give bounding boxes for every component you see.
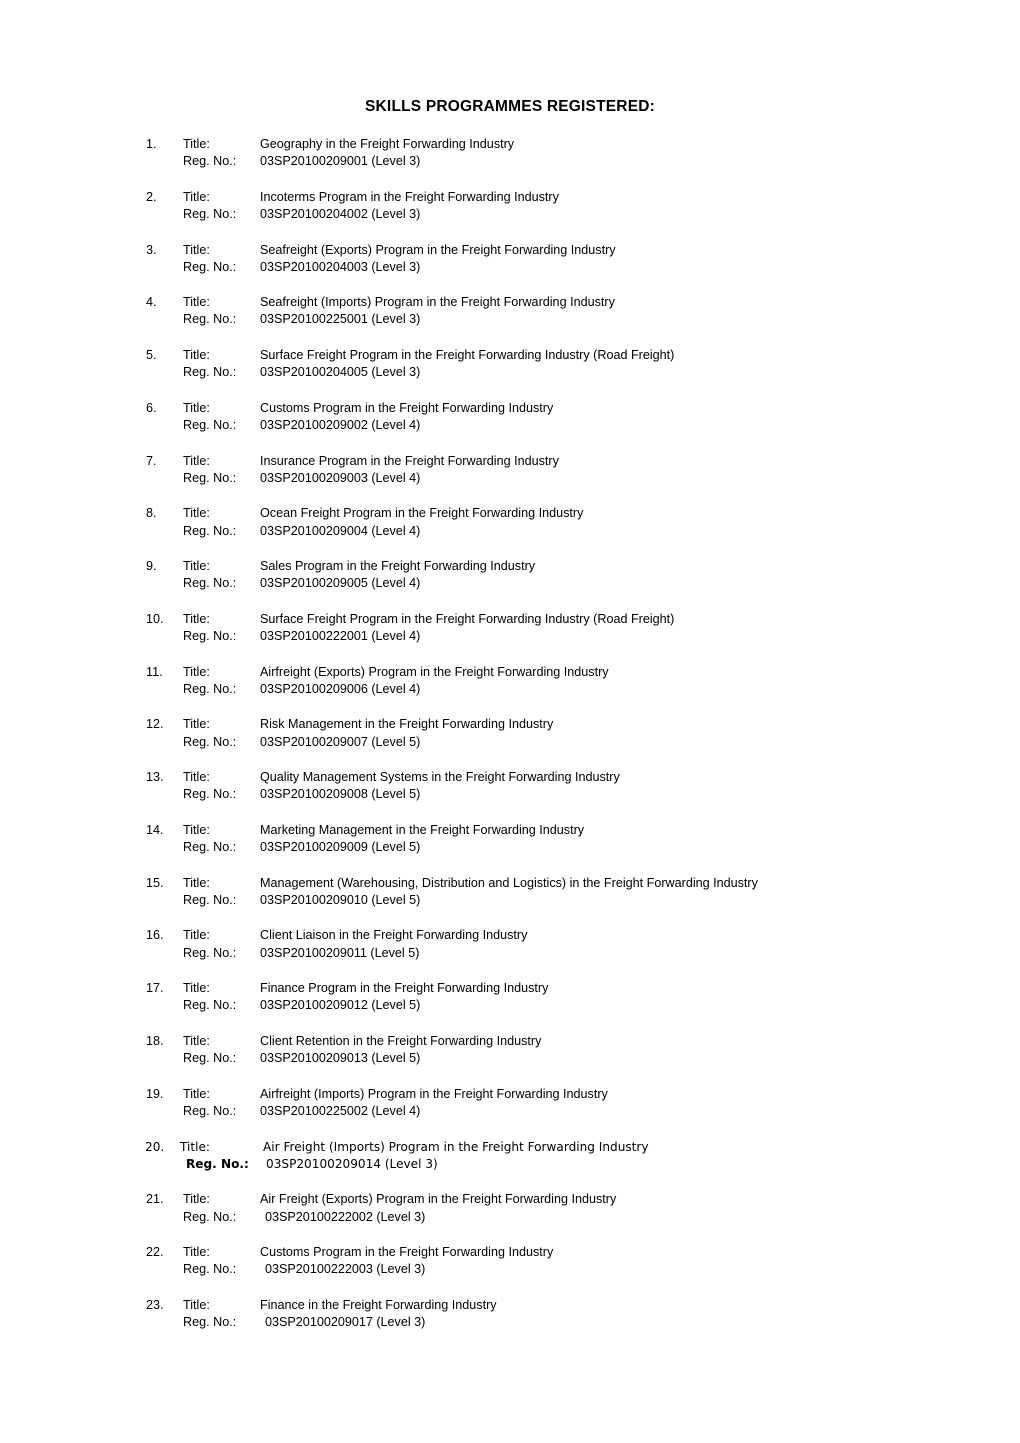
reg-no-label: Reg. No.: [183, 892, 237, 907]
reg-no-label: Reg. No.: [183, 1315, 237, 1330]
title-label: Title: [183, 189, 210, 204]
programme-entry [0, 611, 1020, 645]
programme-reg-row [0, 575, 1020, 592]
programme-reg-row [0, 628, 1020, 645]
programme-title: Customs Program in the Freight Forwarding Industry [260, 1245, 554, 1260]
title-label: Title: [183, 611, 210, 626]
title-label: Title: [183, 717, 210, 732]
programme-reg-row [0, 417, 1020, 434]
programme-title: Airfreight (Imports) Program in the Freight Forwarding Industry [260, 1086, 608, 1101]
programme-reg-no: 03SP20100209011 (Level 5) [260, 945, 420, 960]
programme-title: Surface Freight Program in the Freight Forwarding Industry (Road Freight) [260, 611, 675, 626]
entry-number: 20. [145, 1139, 165, 1154]
entry-number: 18. [146, 1034, 164, 1049]
entry-number: 9. [146, 559, 157, 574]
reg-no-label: Reg. No.: [183, 470, 237, 485]
programme-entry [0, 664, 1020, 698]
title-label: Title: [180, 1139, 210, 1154]
programme-reg-row [0, 945, 1020, 962]
programme-entry [0, 294, 1020, 328]
programme-reg-row [0, 786, 1020, 803]
entry-number: 11. [146, 664, 163, 679]
programme-title-row [0, 136, 1020, 153]
programme-title-row [0, 558, 1020, 575]
entry-number: 12. [146, 717, 164, 732]
programme-reg-no: 03SP20100209003 (Level 4) [260, 470, 421, 485]
reg-no-label: Reg. No.: [183, 1209, 237, 1224]
programme-entry [0, 1191, 1020, 1225]
programme-reg-row [0, 259, 1020, 276]
programme-reg-row [0, 1156, 1020, 1173]
programme-reg-no: 03SP20100225002 (Level 4) [260, 1103, 421, 1118]
programme-entry [0, 875, 1020, 909]
entry-number: 7. [146, 453, 157, 468]
programme-title: Air Freight (Exports) Program in the Freight Forwarding Industry [260, 1192, 617, 1207]
programme-title-row [0, 294, 1020, 311]
title-label: Title: [183, 1245, 210, 1260]
programme-reg-no: 03SP20100209005 (Level 4) [260, 576, 421, 591]
programme-title-row [0, 664, 1020, 681]
programme-title: Air Freight (Imports) Program in the Freight Forwarding Industry [263, 1139, 649, 1154]
programme-reg-no: 03SP20100209002 (Level 4) [260, 418, 421, 433]
programme-title-row [0, 1033, 1020, 1050]
entry-number: 15. [146, 875, 164, 890]
title-label: Title: [183, 822, 210, 837]
programme-title: Seafreight (Exports) Program in the Freight Forwarding Industry [260, 242, 616, 257]
programme-reg-no: 03SP20100204005 (Level 3) [260, 365, 421, 380]
programme-reg-no: 03SP20100222003 (Level 3) [265, 1262, 426, 1277]
programme-title-row [0, 347, 1020, 364]
programme-title-row [0, 242, 1020, 259]
entry-number: 17. [146, 981, 164, 996]
title-label: Title: [183, 400, 210, 415]
programme-title-row [0, 716, 1020, 733]
programme-title-row [0, 1297, 1020, 1314]
programme-entry [0, 1297, 1020, 1331]
entry-number: 6. [146, 400, 157, 415]
programme-reg-row [0, 839, 1020, 856]
programme-title: Incoterms Program in the Freight Forwarding Industry [260, 189, 559, 204]
programme-title: Finance Program in the Freight Forwarding Industry [260, 981, 549, 996]
programme-title-row [0, 875, 1020, 892]
title-label: Title: [183, 295, 210, 310]
programme-entry [0, 769, 1020, 803]
title-label: Title: [183, 137, 210, 151]
entry-number: 5. [146, 348, 157, 363]
reg-no-label: Reg. No.: [183, 945, 237, 960]
entry-number: 21. [146, 1192, 164, 1207]
programme-reg-no: 03SP20100209008 (Level 5) [260, 787, 421, 802]
reg-no-label: Reg. No.: [183, 1051, 237, 1066]
title-label: Title: [183, 506, 210, 521]
programme-reg-no: 03SP20100209014 (Level 3) [266, 1156, 438, 1171]
programme-title-row [0, 1191, 1020, 1208]
programme-entry [0, 505, 1020, 539]
programme-title-row [0, 1086, 1020, 1103]
programme-reg-row [0, 153, 1020, 170]
programme-reg-row [0, 892, 1020, 909]
title-label: Title: [183, 559, 210, 574]
programme-reg-row [0, 206, 1020, 223]
programme-reg-no: 03SP20100209013 (Level 5) [260, 1051, 421, 1066]
reg-no-label: Reg. No.: [186, 1156, 249, 1171]
title-label: Title: [183, 1192, 210, 1207]
programme-reg-no: 03SP20100209010 (Level 5) [260, 892, 421, 907]
programme-entry [0, 347, 1020, 381]
programme-title: Airfreight (Exports) Program in the Freight Forwarding Industry [260, 664, 609, 679]
programme-reg-row [0, 1314, 1020, 1331]
programme-title: Surface Freight Program in the Freight Forwarding Industry (Road Freight) [260, 348, 675, 363]
programme-reg-no: 03SP20100204002 (Level 3) [260, 206, 421, 221]
programme-entry [0, 189, 1020, 223]
reg-no-label: Reg. No.: [183, 523, 237, 538]
entry-number: 4. [146, 295, 157, 310]
reg-no-label: Reg. No.: [183, 840, 237, 855]
programme-entry [0, 558, 1020, 592]
programme-title: Client Liaison in the Freight Forwarding Industry [260, 928, 528, 943]
entry-number: 16. [146, 928, 164, 943]
entry-number: 14. [146, 822, 164, 837]
programme-entry [0, 136, 1020, 170]
programme-title: Management (Warehousing, Distribution and Logistics) in the Freight Forwarding Industry [260, 875, 758, 890]
entry-number: 8. [146, 506, 157, 521]
reg-no-label: Reg. No.: [183, 998, 237, 1013]
title-label: Title: [183, 453, 210, 468]
entry-number: 19. [146, 1086, 164, 1101]
programme-reg-no: 03SP20100225001 (Level 3) [260, 312, 421, 327]
reg-no-label: Reg. No.: [183, 629, 237, 644]
programme-entry [0, 1033, 1020, 1067]
programme-reg-no: 03SP20100204003 (Level 3) [260, 259, 421, 274]
entry-number: 10. [146, 611, 164, 626]
programme-title-row [0, 1244, 1020, 1261]
programme-reg-row [0, 523, 1020, 540]
programme-reg-no: 03SP20100209017 (Level 3) [265, 1315, 426, 1330]
entry-number: 2. [146, 189, 157, 204]
reg-no-label: Reg. No.: [183, 787, 237, 802]
programme-title: Customs Program in the Freight Forwarding Industry [260, 400, 554, 415]
programme-reg-no: 03SP20100222002 (Level 3) [265, 1209, 426, 1224]
skills-programmes-list [0, 136, 1020, 1350]
programme-entry [0, 242, 1020, 276]
reg-no-label: Reg. No.: [183, 365, 237, 380]
programme-entry [0, 980, 1020, 1014]
programme-title-row [0, 980, 1020, 997]
programme-reg-no: 03SP20100209007 (Level 5) [260, 734, 421, 749]
title-label: Title: [183, 664, 210, 679]
programme-entry [0, 1086, 1020, 1120]
programme-title: Finance in the Freight Forwarding Industry [260, 1297, 497, 1312]
programme-entry [0, 400, 1020, 434]
programme-reg-row [0, 997, 1020, 1014]
reg-no-label: Reg. No.: [183, 259, 237, 274]
programme-entry [0, 1139, 1020, 1173]
programme-entry [0, 453, 1020, 487]
title-label: Title: [183, 875, 210, 890]
title-label: Title: [183, 770, 210, 785]
programme-title: Seafreight (Imports) Program in the Freight Forwarding Industry [260, 295, 615, 310]
programme-reg-no: 03SP20100209004 (Level 4) [260, 523, 421, 538]
programme-title-row [0, 611, 1020, 628]
programme-title: Risk Management in the Freight Forwarding Industry [260, 717, 554, 732]
programme-reg-no: 03SP20100209009 (Level 5) [260, 840, 421, 855]
title-label: Title: [183, 348, 210, 363]
programme-title: Client Retention in the Freight Forwarding Industry [260, 1034, 542, 1049]
programme-reg-row [0, 734, 1020, 751]
programme-entry [0, 1244, 1020, 1278]
programme-title-row [0, 400, 1020, 417]
programme-reg-no: 03SP20100209001 (Level 3) [260, 154, 421, 169]
reg-no-label: Reg. No.: [183, 1103, 237, 1118]
title-label: Title: [183, 1297, 210, 1312]
reg-no-label: Reg. No.: [183, 576, 237, 591]
programme-title: Quality Management Systems in the Freight Forwarding Industry [260, 770, 620, 785]
entry-number: 22. [146, 1245, 164, 1260]
entry-number: 1. [146, 137, 157, 151]
programme-reg-row [0, 1103, 1020, 1120]
programme-reg-row [0, 1209, 1020, 1226]
programme-reg-row [0, 311, 1020, 328]
programme-title: Geography in the Freight Forwarding Industry [260, 137, 515, 151]
programme-title-row [0, 189, 1020, 206]
programme-title-row [0, 1139, 1020, 1156]
programme-title-row [0, 927, 1020, 944]
programme-reg-no: 03SP20100222001 (Level 4) [260, 629, 421, 644]
programme-title-row [0, 505, 1020, 522]
programme-title: Sales Program in the Freight Forwarding Industry [260, 559, 536, 574]
programme-title-row [0, 453, 1020, 470]
programme-title-row [0, 769, 1020, 786]
programme-title: Insurance Program in the Freight Forwarding Industry [260, 453, 559, 468]
title-label: Title: [183, 981, 210, 996]
reg-no-label: Reg. No.: [183, 1262, 237, 1277]
reg-no-label: Reg. No.: [183, 206, 237, 221]
entry-number: 3. [146, 242, 157, 257]
reg-no-label: Reg. No.: [183, 312, 237, 327]
reg-no-label: Reg. No.: [183, 154, 237, 169]
programme-entry [0, 716, 1020, 750]
programme-reg-row [0, 364, 1020, 381]
title-label: Title: [183, 242, 210, 257]
programme-reg-row [0, 1050, 1020, 1067]
reg-no-label: Reg. No.: [183, 681, 237, 696]
title-label: Title: [183, 1086, 210, 1101]
reg-no-label: Reg. No.: [183, 418, 237, 433]
programme-title: Marketing Management in the Freight Forwarding Industry [260, 822, 585, 837]
programme-title: Ocean Freight Program in the Freight Forwarding Industry [260, 506, 584, 521]
programme-reg-row [0, 470, 1020, 487]
programme-reg-row [0, 1261, 1020, 1278]
programme-title-row [0, 822, 1020, 839]
entry-number: 23. [146, 1297, 164, 1312]
programme-reg-no: 03SP20100209006 (Level 4) [260, 681, 421, 696]
programme-reg-row [0, 681, 1020, 698]
title-label: Title: [183, 1034, 210, 1049]
programme-reg-no: 03SP20100209012 (Level 5) [260, 998, 421, 1013]
page-title: SKILLS PROGRAMMES REGISTERED: [365, 98, 655, 116]
programme-entry [0, 822, 1020, 856]
title-label: Title: [183, 928, 210, 943]
entry-number: 13. [146, 770, 164, 785]
programme-entry [0, 927, 1020, 961]
reg-no-label: Reg. No.: [183, 734, 237, 749]
